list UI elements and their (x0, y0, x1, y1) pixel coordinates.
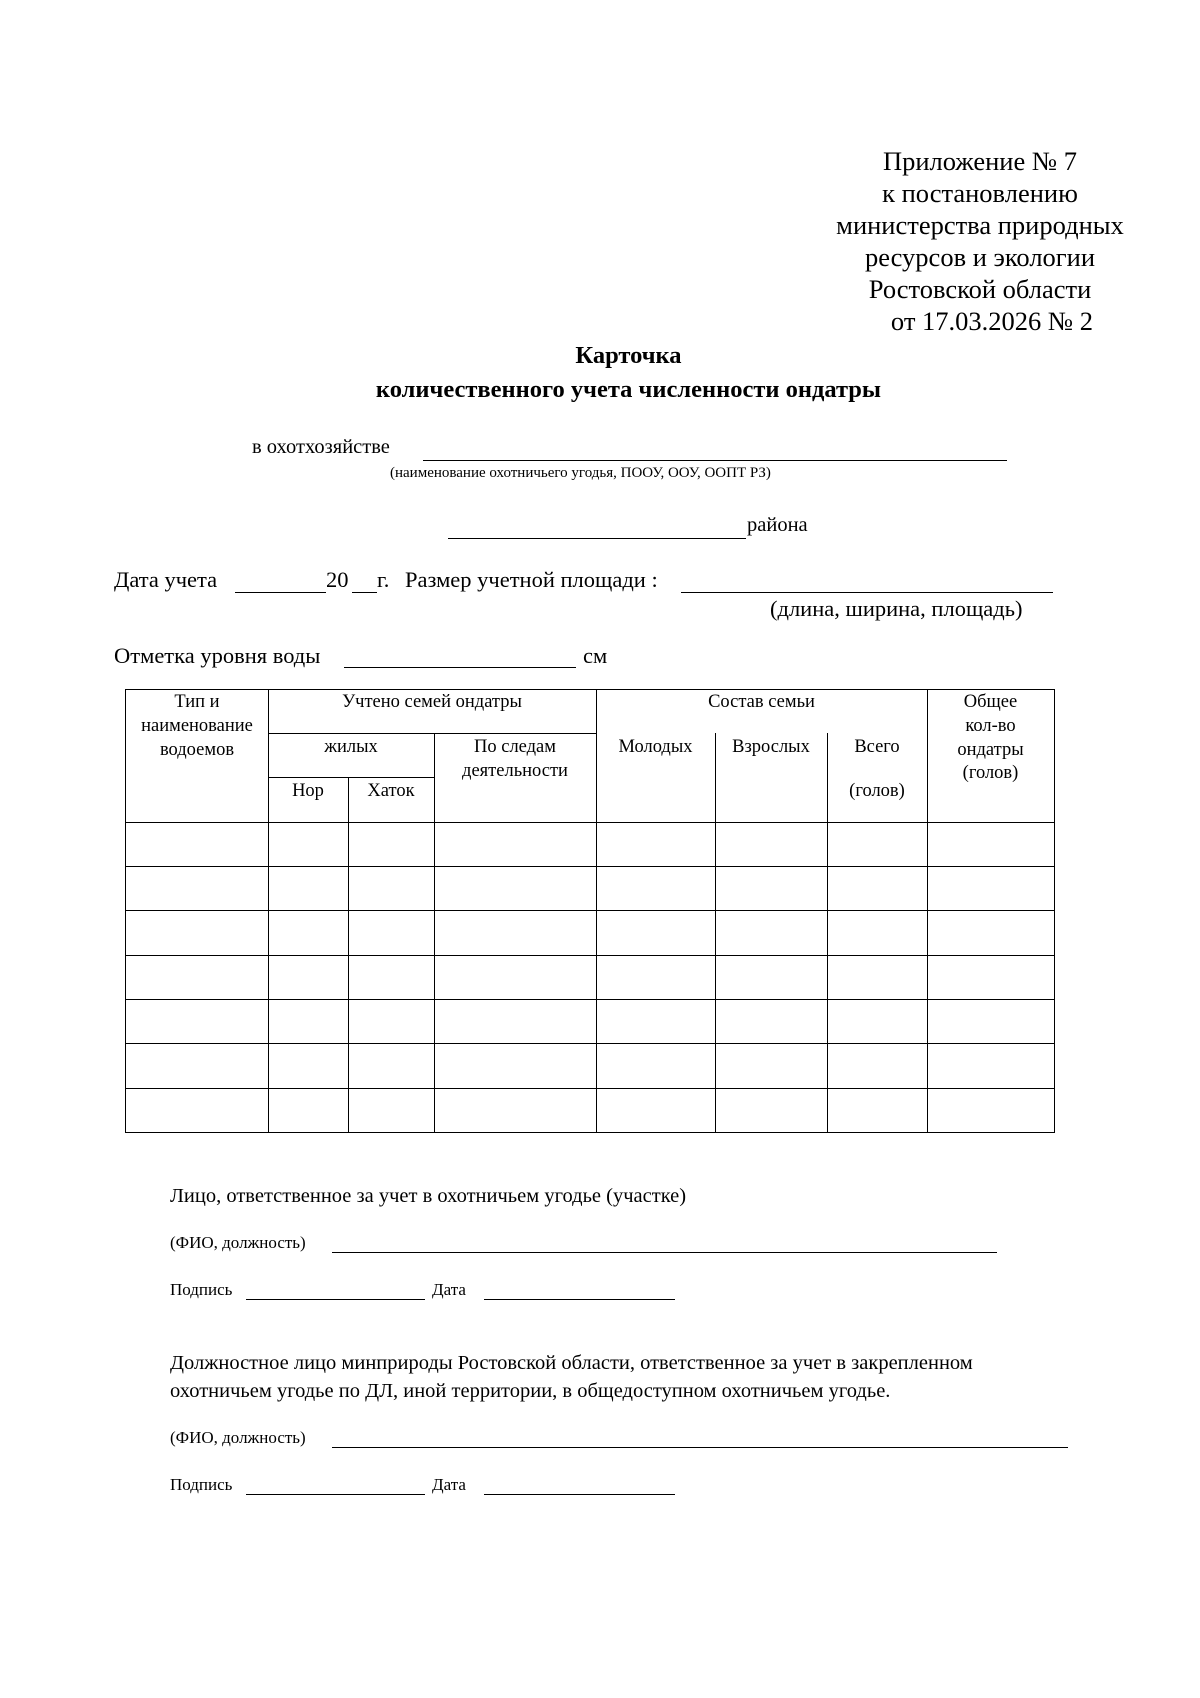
table-row-divider (125, 1043, 1055, 1044)
header-total-line: кол-во (965, 716, 1016, 736)
hunting-farm-hint: (наименование охотничьего угодья, ПООУ, ООУ, ООПТ РЗ) (390, 465, 771, 481)
hunting-farm-field[interactable] (423, 460, 1007, 461)
table-header-bottom (125, 822, 1055, 823)
district-suffix: района (747, 514, 808, 536)
official-heading-line: Должностное лицо минприроды Ростовской области, ответственное за учет в закрепленном (170, 1352, 973, 1374)
responsible-heading: Лицо, ответственное за учет в охотничьем угодье (участке) (170, 1185, 687, 1207)
header-adult: Взрослых (732, 737, 810, 757)
table-row-divider (125, 866, 1055, 867)
water-level-field[interactable] (344, 667, 576, 668)
header-young: Молодых (618, 737, 693, 757)
area-field[interactable] (681, 592, 1053, 593)
appendix-line: ресурсов и экологии (864, 242, 1096, 272)
header-counted-families: Учтено семей ондатры (342, 692, 522, 712)
header-total-line: (голов) (962, 763, 1019, 783)
water-level-unit: см (583, 643, 608, 668)
table-col-divider (434, 733, 435, 1133)
header-total-line: Общее (963, 692, 1018, 712)
header-burrows: Нор (292, 781, 324, 801)
table-border-right (1054, 689, 1055, 1133)
date-label: Дата учета (114, 567, 218, 592)
responsible-date-label: Дата (432, 1280, 466, 1299)
responsible-sign-field[interactable] (246, 1299, 425, 1300)
appendix-line: министерства природных (836, 210, 1124, 240)
header-family-composition: Состав семьи (708, 692, 815, 712)
hunting-farm-label: в охотхозяйстве (252, 436, 390, 458)
header-living: жилых (324, 737, 378, 757)
document-title: Карточка (575, 342, 682, 369)
responsible-date-field[interactable] (484, 1299, 675, 1300)
table-row-divider (125, 1088, 1055, 1089)
year-field[interactable] (352, 592, 377, 593)
date-field[interactable] (235, 592, 326, 593)
table-row-divider (125, 955, 1055, 956)
table-col-divider (348, 777, 349, 1133)
header-tracks: По следам деятельности (462, 737, 568, 781)
official-sign-field[interactable] (246, 1494, 425, 1495)
year-suffix: г. (377, 567, 390, 592)
table-col-divider (715, 733, 716, 1133)
appendix-line: к постановлению (882, 178, 1078, 208)
table-row-divider (125, 999, 1055, 1000)
official-heading-line: охотничьем угодье по ДЛ, иной территории, в общедоступном охотничьем угодье. (170, 1380, 891, 1402)
official-sign-label: Подпись (170, 1475, 233, 1494)
appendix-line: Ростовской области (868, 274, 1092, 304)
responsible-fio-field[interactable] (332, 1252, 997, 1253)
official-date-label: Дата (432, 1475, 466, 1494)
document-subtitle: количественного учета численности ондатры (375, 376, 882, 403)
official-date-field[interactable] (484, 1494, 675, 1495)
district-field[interactable] (448, 538, 746, 539)
header-huts: Хаток (367, 781, 415, 801)
header-all: Всего (854, 737, 900, 757)
appendix-line: от 17.03.2026 № 2 (890, 306, 1094, 336)
header-heads: (голов) (849, 781, 905, 801)
responsible-sign-label: Подпись (170, 1280, 233, 1299)
responsible-fio-label: (ФИО, должность) (170, 1233, 306, 1252)
header-water-type: Тип и наименование водоемов (141, 692, 253, 760)
official-fio-field[interactable] (332, 1447, 1068, 1448)
table-border-bottom (125, 1132, 1055, 1133)
official-fio-label: (ФИО, должность) (170, 1428, 306, 1447)
table-sub-divider (268, 777, 434, 778)
table-row-divider (125, 910, 1055, 911)
table-sub-divider (268, 733, 596, 734)
header-total-line: ондатры (957, 740, 1024, 760)
water-level-label: Отметка уровня воды (114, 643, 321, 668)
area-hint: (длина, ширина, площадь) (770, 596, 1023, 621)
appendix-block (780, 145, 1180, 337)
year-prefix: 20 (326, 567, 349, 592)
appendix-line: Приложение № 7 (882, 146, 1077, 176)
area-label: Размер учетной площади : (405, 567, 658, 592)
